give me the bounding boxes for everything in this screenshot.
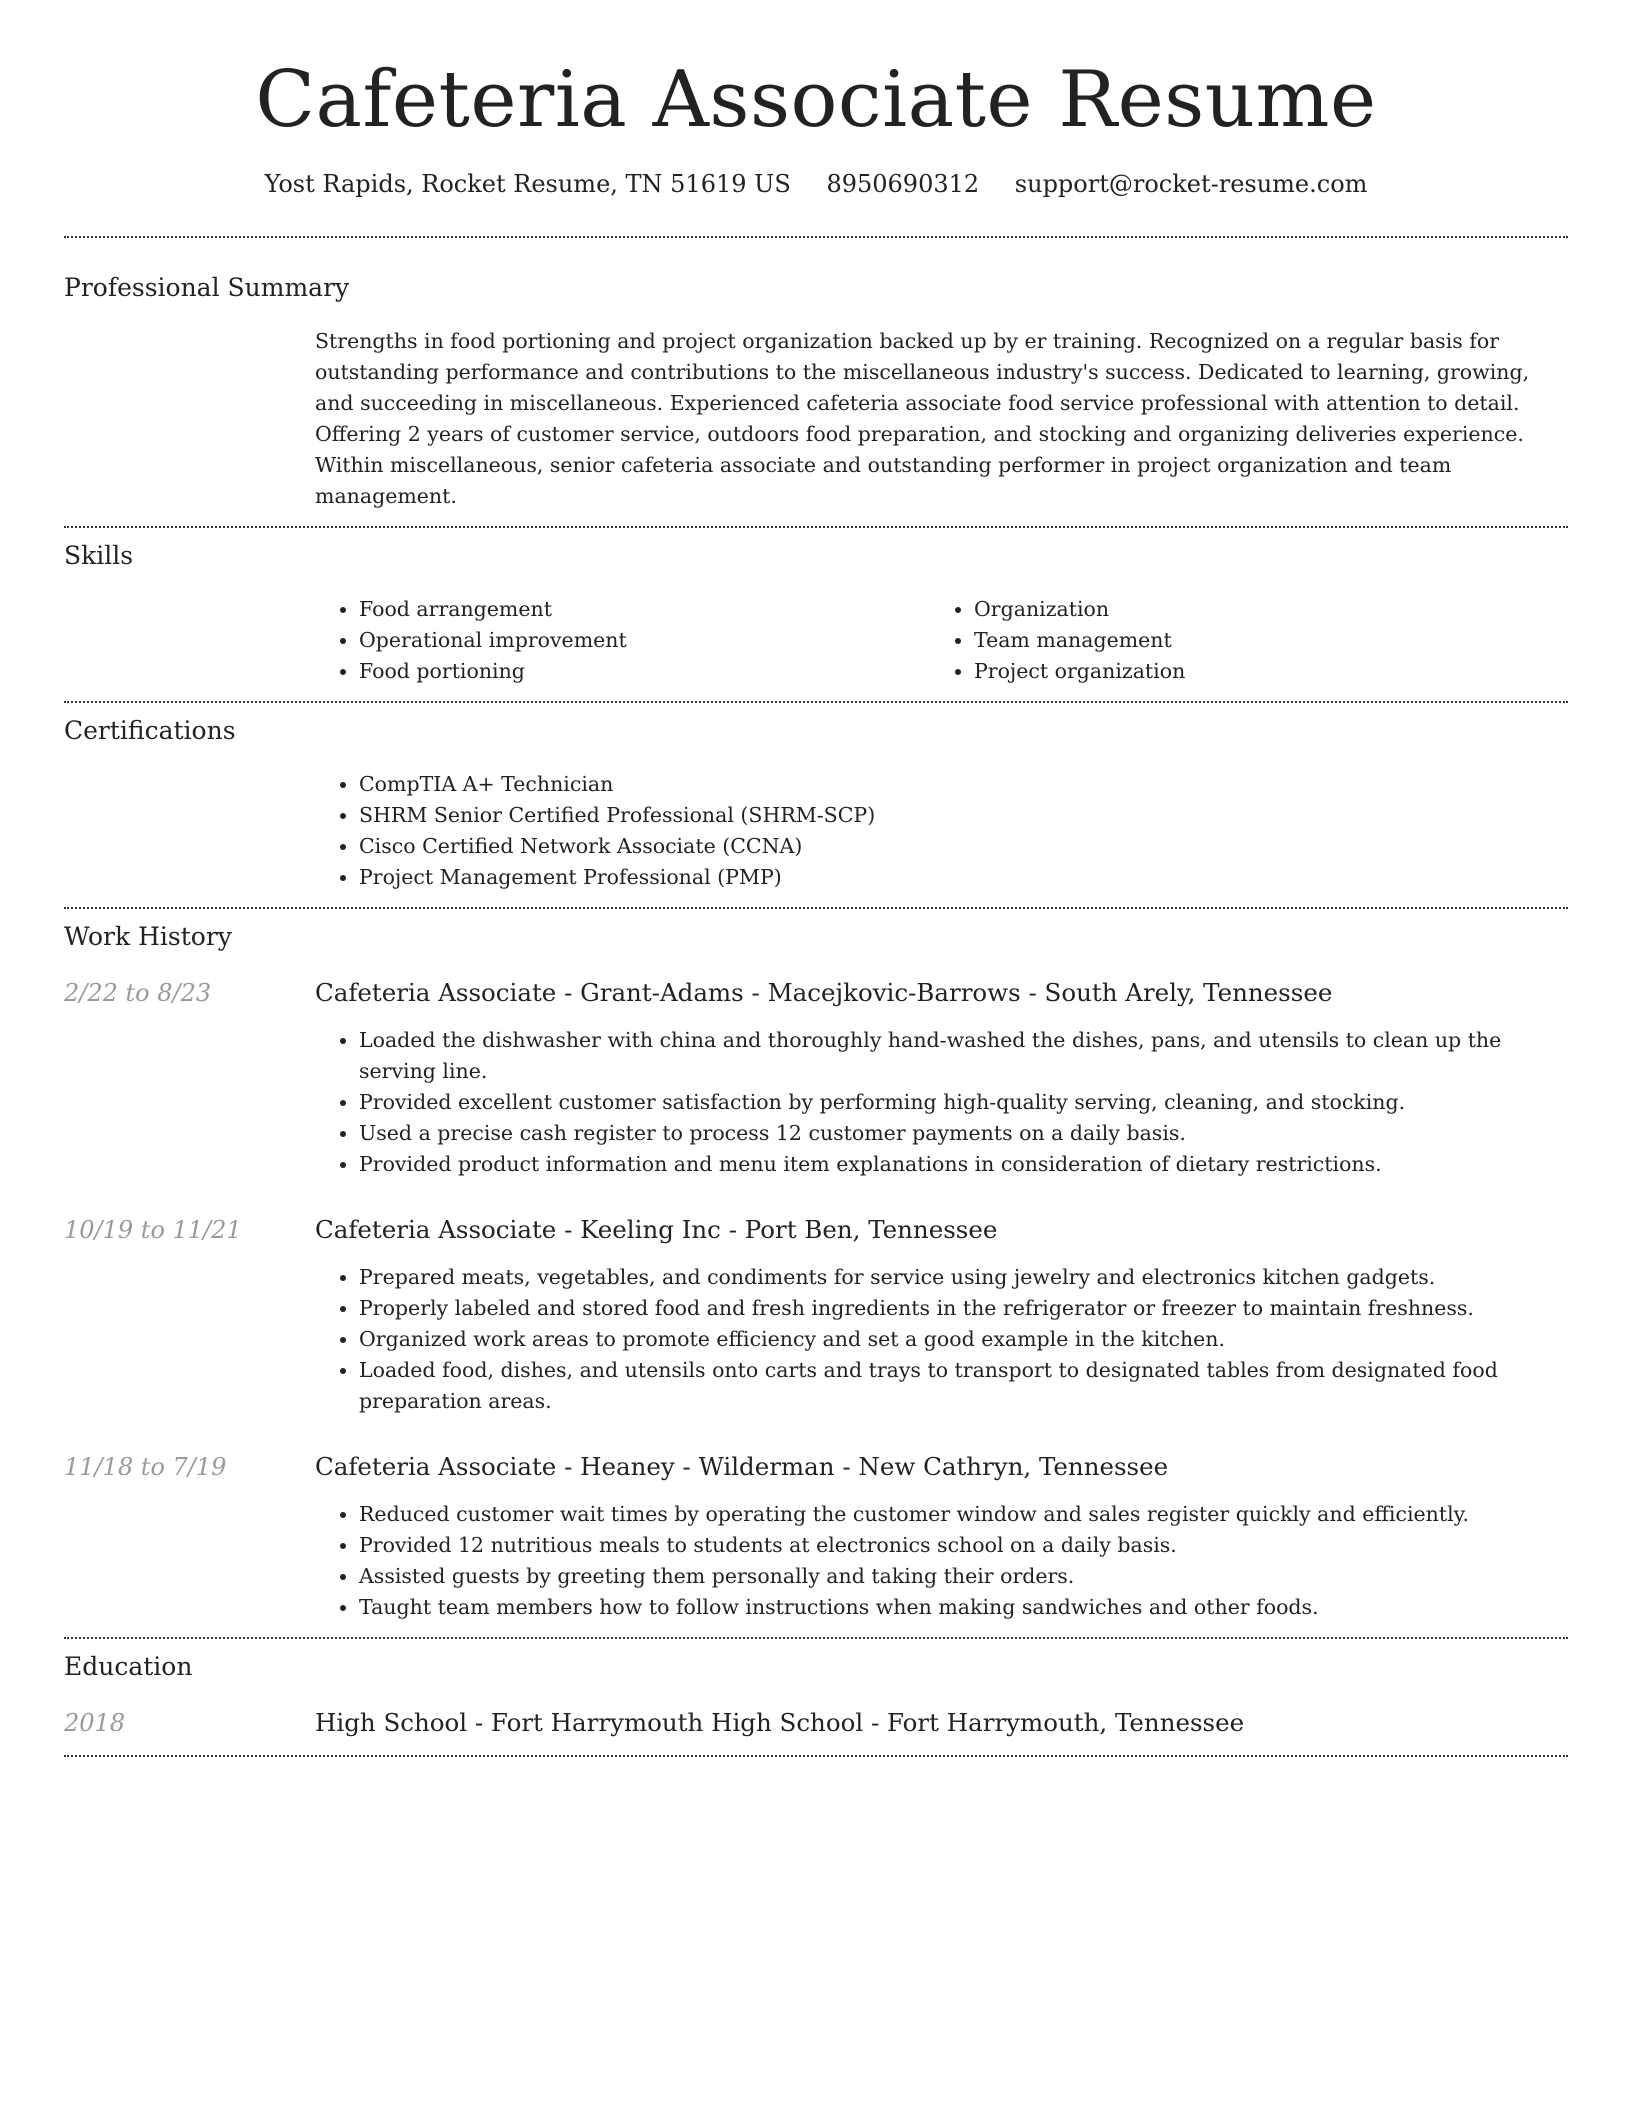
job-title: Cafeteria Associate - Grant-Adams - Macejkovic-Barrows - South Arely, Tennessee: [315, 978, 1333, 1007]
education-heading: Education: [64, 1652, 193, 1681]
job-entry: [64, 1451, 1568, 1623]
certification-item: • SHRM Senior Certified Professional (SHRM-SCP): [359, 800, 1568, 831]
job-bullet: • Prepared meats, vegetables, and condiments for service using jewelry and electronics kitchen gadgets.: [359, 1262, 1568, 1293]
job-bullet: • Provided excellent customer satisfaction by performing high-quality serving, cleaning, and stocking.: [359, 1087, 1568, 1118]
education-entry: [64, 1707, 1568, 1739]
work-history-section: [64, 909, 1568, 1637]
job-bullet: • Taught team members how to follow instructions when making sandwiches and other foods.: [359, 1592, 1568, 1623]
certifications-content: [315, 769, 1568, 893]
job-dates: 2/22 to 8/23: [64, 979, 212, 1007]
certification-item: • Cisco Certified Network Associate (CCNA): [359, 831, 1568, 862]
job-title: Cafeteria Associate - Keeling Inc - Port Ben, Tennessee: [315, 1215, 998, 1244]
job-header: [64, 1451, 1568, 1483]
skills-section: [64, 528, 1568, 701]
certifications-heading: Certifications: [64, 716, 236, 745]
job-bullet-list: [315, 1499, 1568, 1623]
job-bullets: [315, 1499, 1568, 1623]
resume-title: Cafeteria Associate Resume: [255, 55, 1377, 145]
education-date: 2018: [64, 1709, 126, 1737]
skills-grid: [315, 594, 1568, 687]
contact-phone: 8950690312: [826, 170, 980, 198]
work-history-heading: Work History: [64, 922, 232, 951]
summary-heading: Professional Summary: [64, 273, 350, 302]
summary-section: [64, 238, 1568, 526]
job-bullet-list: [315, 1262, 1568, 1417]
job-header: [64, 1214, 1568, 1246]
education-section: [64, 1639, 1568, 1755]
resume-header: [64, 0, 1568, 200]
job-entry: [64, 977, 1568, 1180]
job-bullet: • Properly labeled and stored food and fresh ingredients in the refrigerator or freezer to maintain freshness.: [359, 1293, 1568, 1324]
skill-item: • Organization: [974, 594, 1568, 625]
skill-item: • Operational improvement: [359, 625, 930, 656]
job-title: Cafeteria Associate - Heaney - Wilderman - New Cathryn, Tennessee: [315, 1452, 1169, 1481]
job-entry: [64, 1214, 1568, 1417]
skill-item: • Project organization: [974, 656, 1568, 687]
job-bullet: • Loaded the dishwasher with china and thoroughly hand-washed the dishes, pans, and utensils to clean up the serving line.: [359, 1025, 1568, 1087]
certifications-list: [315, 769, 1568, 893]
job-header: [64, 977, 1568, 1009]
certification-item: • CompTIA A+ Technician: [359, 769, 1568, 800]
job-bullet: • Reduced customer wait times by operating the customer window and sales register quickly and efficiently.: [359, 1499, 1568, 1530]
contact-address: Yost Rapids, Rocket Resume, TN 51619 US: [264, 170, 791, 198]
section-divider: [64, 1755, 1568, 1757]
job-bullet: • Used a precise cash register to process 12 customer payments on a daily basis.: [359, 1118, 1568, 1149]
contact-email: support@rocket-resume.com: [1014, 170, 1368, 198]
job-bullet: • Provided product information and menu item explanations in consideration of dietary restrictions.: [359, 1149, 1568, 1180]
job-dates: 10/19 to 11/21: [64, 1216, 242, 1244]
job-dates: 11/18 to 7/19: [64, 1453, 227, 1481]
job-bullet: • Loaded food, dishes, and utensils onto carts and trays to transport to designated tables from designated food preparation areas.: [359, 1355, 1568, 1417]
certifications-section: [64, 703, 1568, 907]
job-bullets: [315, 1025, 1568, 1180]
skill-item: • Food arrangement: [359, 594, 930, 625]
contact-line: [64, 168, 1568, 200]
job-bullet: • Organized work areas to promote efficiency and set a good example in the kitchen.: [359, 1324, 1568, 1355]
job-bullets: [315, 1262, 1568, 1417]
skills-list-left: [315, 594, 930, 687]
job-bullet: • Assisted guests by greeting them personally and taking their orders.: [359, 1561, 1568, 1592]
skill-item: • Team management: [974, 625, 1568, 656]
job-bullet: • Provided 12 nutritious meals to students at electronics school on a daily basis.: [359, 1530, 1568, 1561]
skills-heading: Skills: [64, 541, 134, 570]
certification-item: • Project Management Professional (PMP): [359, 862, 1568, 893]
skills-list-right: [930, 594, 1568, 687]
skill-item: • Food portioning: [359, 656, 930, 687]
summary-content: [315, 326, 1568, 512]
summary-text: Strengths in food portioning and project organization backed up by er training. Recognized on a regular basis for outstanding performance and contributions to the miscellaneous industry's success. Dedicated to learning, growing, and succeeding in miscellaneous. Experienced cafeteria associate food service professional with attention to detail. Offering 2 years of customer service, outdoors food preparation, and stocking and organizing deliveries experience. Within miscellaneous, senior cafeteria associate and outstanding performer in project organization and team management.: [315, 329, 1530, 508]
education-title: High School - Fort Harrymouth High School - Fort Harrymouth, Tennessee: [315, 1708, 1245, 1737]
job-bullet-list: [315, 1025, 1568, 1180]
